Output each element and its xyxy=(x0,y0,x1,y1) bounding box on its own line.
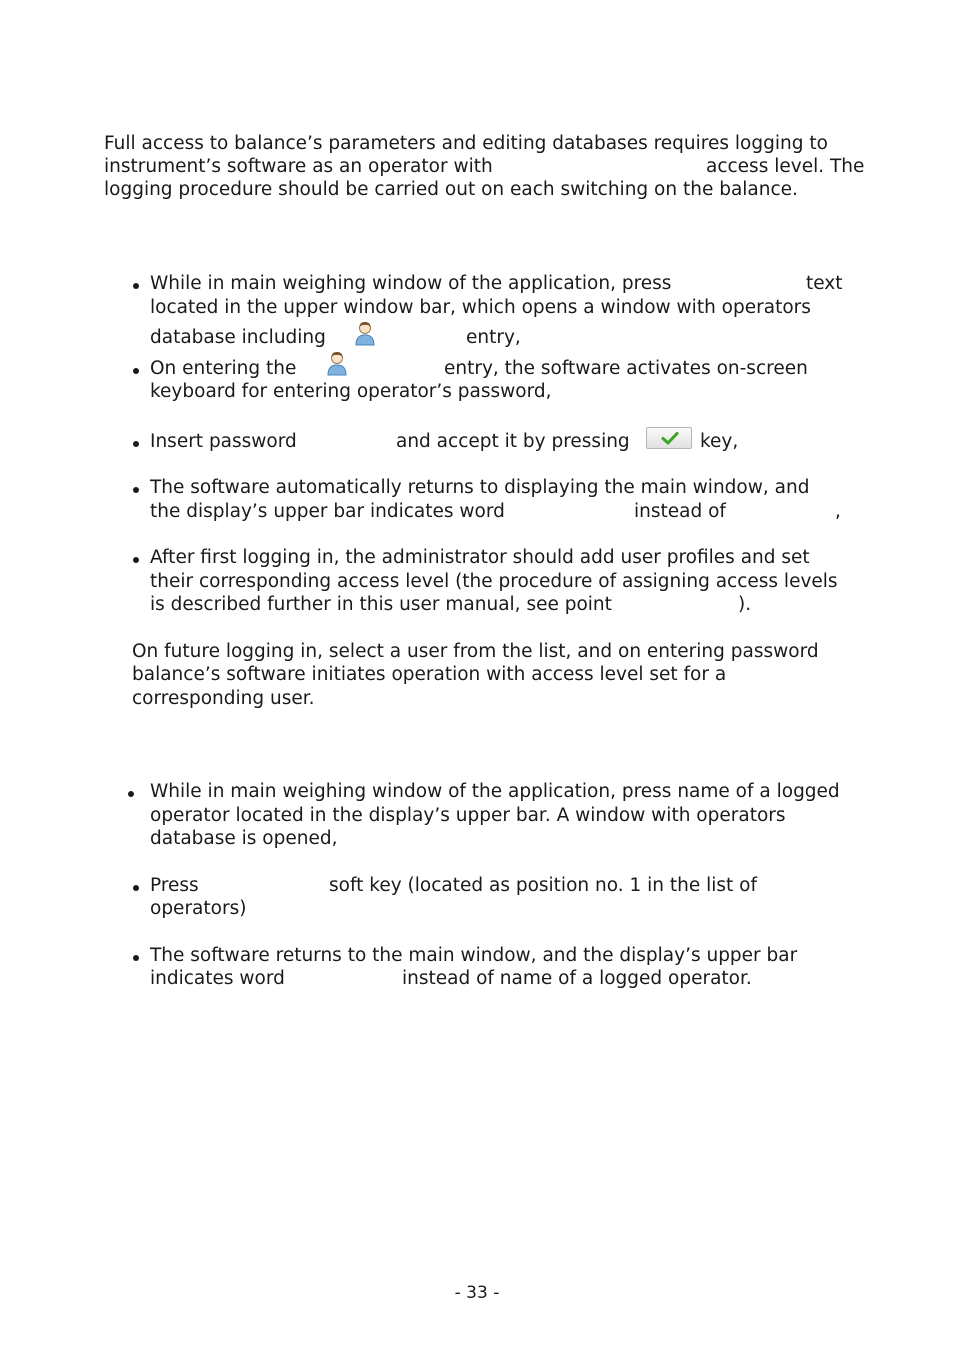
future-login-line-3: corresponding user. xyxy=(132,688,315,709)
checkmark-icon xyxy=(661,431,679,445)
user-icon xyxy=(354,320,376,346)
login-step-3-line-1b: and accept it by pressing xyxy=(396,431,630,452)
logout-step-3-line-2a: indicates word xyxy=(150,968,285,989)
login-step-5-line-1: After first logging in, the administrator should add user profiles and set xyxy=(150,547,810,568)
login-step-1-line-1b: text xyxy=(806,273,843,294)
bullet xyxy=(133,885,139,891)
intro-line-3: logging procedure should be carried out on each switching on the balance. xyxy=(104,179,798,200)
login-step-4-line-2b: instead of xyxy=(634,501,726,522)
login-step-2-line-2: keyboard for entering operator’s password, xyxy=(150,381,552,402)
logout-step-2-line-1a: Press xyxy=(150,875,199,896)
login-step-3-line-1a: Insert password xyxy=(150,431,297,452)
login-step-1-line-1a: While in main weighing window of the application, press xyxy=(150,273,672,294)
bullet xyxy=(133,487,139,493)
user-icon xyxy=(326,350,348,376)
logout-step-2-line-1b: soft key (located as position no. 1 in the list of xyxy=(329,875,758,896)
login-step-5-line-3b: ). xyxy=(738,594,752,615)
bullet xyxy=(133,368,139,374)
page-number: - 33 - xyxy=(454,1283,500,1303)
login-step-4-line-2c: , xyxy=(835,501,841,522)
login-step-2-line-1a: On entering the xyxy=(150,358,297,379)
logout-step-1-line-2: operator located in the display’s upper bar. A window with operators xyxy=(150,805,786,826)
accept-key xyxy=(646,427,692,449)
login-step-1-line-3a: database including xyxy=(150,327,326,348)
bullet xyxy=(133,441,139,447)
intro-line-2b: access level. The xyxy=(706,156,865,177)
login-step-1-line-3b: entry, xyxy=(466,327,521,348)
login-step-5-line-2: their corresponding access level (the procedure of assigning access levels xyxy=(150,571,838,592)
login-step-2-line-1b: entry, the software activates on-screen xyxy=(444,358,808,379)
logout-step-3-line-1: The software returns to the main window, and the display’s upper bar xyxy=(150,945,798,966)
bullet xyxy=(133,283,139,289)
future-login-line-1: On future logging in, select a user from the list, and on entering password xyxy=(132,641,819,662)
login-step-4-line-1: The software automatically returns to displaying the main window, and xyxy=(150,477,810,498)
logout-step-3-line-2b: instead of name of a logged operator. xyxy=(402,968,752,989)
future-login-line-2: balance’s software initiates operation with access level set for a xyxy=(132,664,727,685)
logout-step-1-line-3: database is opened, xyxy=(150,828,338,849)
bullet xyxy=(133,955,139,961)
bullet xyxy=(128,791,134,797)
bullet xyxy=(133,557,139,563)
login-step-5-line-3a: is described further in this user manual, see point xyxy=(150,594,612,615)
intro-line-2a: instrument’s software as an operator with xyxy=(104,156,493,177)
intro-line-1: Full access to balance’s parameters and editing databases requires logging to xyxy=(104,133,828,154)
logout-step-2-line-2: operators) xyxy=(150,898,247,919)
logout-step-1-line-1: While in main weighing window of the application, press name of a logged xyxy=(150,781,840,802)
login-step-4-line-2a: the display’s upper bar indicates word xyxy=(150,501,505,522)
login-step-1-line-2: located in the upper window bar, which opens a window with operators xyxy=(150,297,811,318)
login-step-3-line-1c: key, xyxy=(700,431,739,452)
